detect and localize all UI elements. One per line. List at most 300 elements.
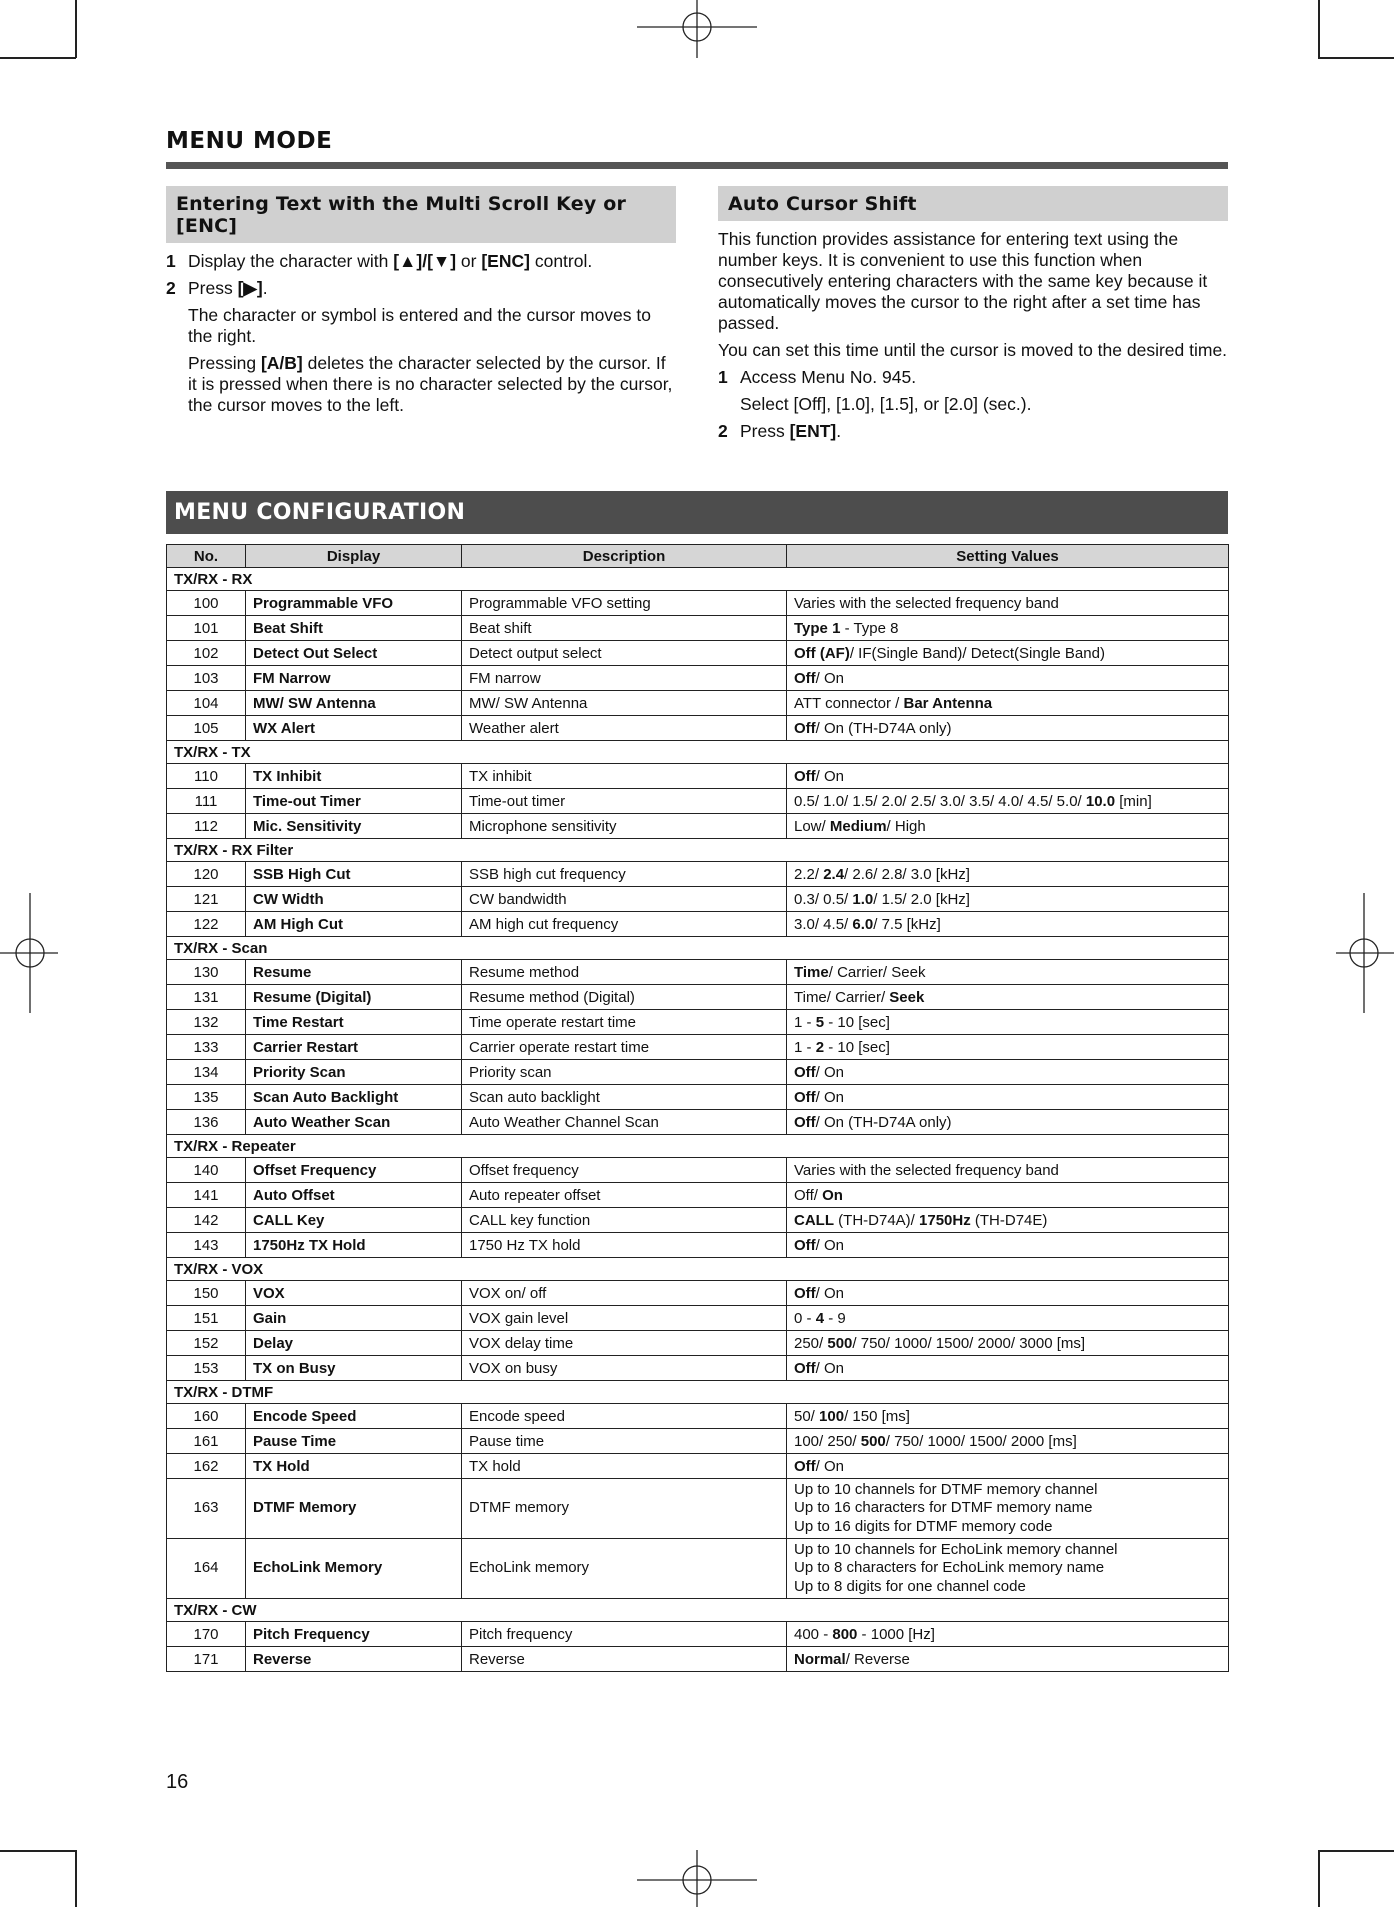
table-row <box>167 1158 1229 1183</box>
menu-display: Time Restart <box>246 1010 462 1035</box>
table-row <box>167 1183 1229 1208</box>
menu-number: 110 <box>167 764 246 789</box>
menu-setting-values <box>787 1208 1229 1233</box>
table-row <box>167 1281 1229 1306</box>
section-row <box>167 1381 1229 1404</box>
crop-mark <box>0 57 76 59</box>
section-label: TX/RX - TX <box>167 741 1229 764</box>
menu-number: 130 <box>167 960 246 985</box>
table-row <box>167 1479 1229 1539</box>
value-text: / 750/ 1000/ 1500/ 2000/ 3000 [ms] <box>852 1334 1086 1352</box>
value-text: 0.3/ 0.5/ <box>794 890 853 908</box>
section-label: TX/RX - VOX <box>167 1258 1229 1281</box>
crop-mark <box>1318 57 1394 59</box>
menu-display: Delay <box>246 1331 462 1356</box>
menu-display: Resume <box>246 960 462 985</box>
menu-description: Priority scan <box>462 1060 787 1085</box>
section-label: TX/RX - DTMF <box>167 1381 1229 1404</box>
page-number: 16 <box>166 1771 189 1793</box>
default-value: Bar Antenna <box>903 694 993 712</box>
section-row <box>167 937 1229 960</box>
crop-mark <box>1318 0 1320 58</box>
value-text: / IF(Single Band)/ Detect(Single Band) <box>849 644 1105 662</box>
menu-description: Carrier operate restart time <box>462 1035 787 1060</box>
menu-display: EchoLink Memory <box>246 1539 462 1599</box>
menu-description: Weather alert <box>462 716 787 741</box>
menu-setting-values <box>787 1281 1229 1306</box>
menu-display: CALL Key <box>246 1208 462 1233</box>
menu-description: VOX delay time <box>462 1331 787 1356</box>
paragraph: You can set this time until the cursor is moved to the desired time. <box>718 340 1228 360</box>
table-row <box>167 1454 1229 1479</box>
section-title: Auto Cursor Shift <box>718 186 1228 221</box>
menu-display: WX Alert <box>246 716 462 741</box>
menu-number: 103 <box>167 666 246 691</box>
menu-number: 122 <box>167 912 246 937</box>
menu-setting-values <box>787 1539 1229 1599</box>
menu-description: Programmable VFO setting <box>462 591 787 616</box>
page-title: MENU MODE <box>166 128 333 154</box>
value-text: 250/ <box>794 1334 828 1352</box>
menu-number: 164 <box>167 1539 246 1599</box>
menu-description: VOX on/ off <box>462 1281 787 1306</box>
arrow-keys-label: [▲]/[▼] <box>393 251 457 271</box>
menu-setting-values <box>787 764 1229 789</box>
table-row <box>167 814 1229 839</box>
menu-description: DTMF memory <box>462 1479 787 1539</box>
menu-setting-values <box>787 1454 1229 1479</box>
table-row <box>167 641 1229 666</box>
value-text: 100/ 250/ <box>794 1432 861 1450</box>
default-value: Off <box>794 767 816 785</box>
menu-display: Detect Out Select <box>246 641 462 666</box>
menu-display: MW/ SW Antenna <box>246 691 462 716</box>
default-value: Off <box>794 719 816 737</box>
menu-number: 142 <box>167 1208 246 1233</box>
menu-number: 171 <box>167 1647 246 1672</box>
text: . <box>836 421 842 441</box>
value-text: / On <box>815 669 845 687</box>
menu-setting-values <box>787 862 1229 887</box>
menu-number: 136 <box>167 1110 246 1135</box>
section-row <box>167 839 1229 862</box>
value-text: 2.2/ <box>794 865 824 883</box>
menu-setting-values <box>787 1622 1229 1647</box>
default-value: Off <box>794 1113 816 1131</box>
table-row <box>167 862 1229 887</box>
crop-mark <box>1318 1850 1394 1852</box>
enc-key-label: [ENC] <box>481 251 530 271</box>
menu-number: 105 <box>167 716 246 741</box>
menu-display: CW Width <box>246 887 462 912</box>
default-value: Off <box>794 1359 816 1377</box>
value-text: - Type 8 <box>840 619 899 637</box>
section-label: TX/RX - RX Filter <box>167 839 1229 862</box>
ent-key-label: [ENT] <box>789 421 837 441</box>
table-row <box>167 912 1229 937</box>
table-row <box>167 1404 1229 1429</box>
section-label: TX/RX - CW <box>167 1599 1229 1622</box>
menu-setting-values <box>787 1010 1229 1035</box>
menu-description: CW bandwidth <box>462 887 787 912</box>
menu-setting-values <box>787 1331 1229 1356</box>
step-1 <box>166 251 676 272</box>
table-row <box>167 691 1229 716</box>
menu-description: AM high cut frequency <box>462 912 787 937</box>
menu-display: Offset Frequency <box>246 1158 462 1183</box>
section-row <box>167 741 1229 764</box>
menu-number: 162 <box>167 1454 246 1479</box>
table-row <box>167 960 1229 985</box>
value-text: - 10 [sec] <box>824 1013 890 1031</box>
default-value: Off <box>794 1088 816 1106</box>
menu-setting-values <box>787 985 1229 1010</box>
default-value: 4 <box>815 1309 825 1327</box>
default-value: Off <box>794 669 816 687</box>
text: Press <box>740 421 790 441</box>
section-row <box>167 1599 1229 1622</box>
table-row <box>167 1035 1229 1060</box>
value-text: 50/ <box>794 1407 820 1425</box>
default-value: Type 1 <box>794 619 841 637</box>
menu-display: Carrier Restart <box>246 1035 462 1060</box>
menu-number: 160 <box>167 1404 246 1429</box>
table-row <box>167 1429 1229 1454</box>
table-row <box>167 789 1229 814</box>
text: Press <box>188 278 238 298</box>
menu-setting-values <box>787 1085 1229 1110</box>
menu-description: Microphone sensitivity <box>462 814 787 839</box>
setting-line: Up to 16 digits for DTMF memory code <box>794 1517 1053 1535</box>
menu-display: VOX <box>246 1281 462 1306</box>
value-text: Varies with the selected frequency band <box>794 594 1059 612</box>
menu-setting-values <box>787 691 1229 716</box>
menu-setting-values <box>787 616 1229 641</box>
table-row <box>167 1306 1229 1331</box>
value-text: 0.5/ 1.0/ 1.5/ 2.0/ 2.5/ 3.0/ 3.5/ 4.0/ 4.5/ 5.0/ <box>794 792 1086 810</box>
menu-number: 100 <box>167 591 246 616</box>
menu-display: AM High Cut <box>246 912 462 937</box>
column-header-display: Display <box>246 545 462 568</box>
step-number: 1 <box>166 251 176 271</box>
default-value: 2.4 <box>823 865 845 883</box>
menu-description: Resume method <box>462 960 787 985</box>
menu-description: EchoLink memory <box>462 1539 787 1599</box>
section-label: TX/RX - RX <box>167 568 1229 591</box>
value-text: / 750/ 1000/ 1500/ 2000 [ms] <box>885 1432 1077 1450</box>
table-row <box>167 666 1229 691</box>
menu-setting-values <box>787 789 1229 814</box>
table-row <box>167 616 1229 641</box>
menu-number: 135 <box>167 1085 246 1110</box>
menu-display: Pause Time <box>246 1429 462 1454</box>
menu-display: Priority Scan <box>246 1060 462 1085</box>
menu-number: 133 <box>167 1035 246 1060</box>
text: deletes the character selected by the cursor. If it is pressed when there is no character selected by the cursor, the cursor moves to the left. <box>188 353 673 415</box>
step-text <box>188 278 268 299</box>
default-value: 100 <box>819 1407 845 1425</box>
value-text: / 2.6/ 2.8/ 3.0 [kHz] <box>844 865 970 883</box>
step-text: Access Menu No. 945. <box>740 367 917 387</box>
menu-number: 102 <box>167 641 246 666</box>
default-value: 800 <box>832 1625 858 1643</box>
menu-number: 163 <box>167 1479 246 1539</box>
value-text: ATT connector / <box>794 694 904 712</box>
registration-mark-top <box>637 0 757 58</box>
menu-display: Auto Weather Scan <box>246 1110 462 1135</box>
left-section <box>166 186 676 416</box>
default-value: Normal <box>794 1650 846 1668</box>
menu-setting-values <box>787 1233 1229 1258</box>
paragraph: This function provides assistance for entering text using the number keys. It is convenient to use this function when consecutively entering characters with the same key because it automatically moves the cursor to the right after a set time has passed. <box>718 229 1208 333</box>
menu-number: 120 <box>167 862 246 887</box>
value-text: (TH-D74A)/ <box>834 1211 920 1229</box>
step-number: 2 <box>166 278 176 298</box>
section-label: TX/RX - Repeater <box>167 1135 1229 1158</box>
default-value: 500 <box>860 1432 886 1450</box>
setting-line: Up to 8 characters for EchoLink memory name <box>794 1559 1105 1577</box>
default-value: 6.0 <box>852 915 874 933</box>
menu-setting-values <box>787 1306 1229 1331</box>
menu-display: DTMF Memory <box>246 1479 462 1539</box>
menu-display: Resume (Digital) <box>246 985 462 1010</box>
value-text: Low/ <box>794 817 830 835</box>
default-value: 500 <box>827 1334 853 1352</box>
value-text: 0 - <box>794 1309 816 1327</box>
table-row <box>167 1622 1229 1647</box>
menu-number: 150 <box>167 1281 246 1306</box>
value-text: 400 - <box>794 1625 833 1643</box>
menu-number: 153 <box>167 1356 246 1381</box>
value-text: [min] <box>1115 792 1152 810</box>
table-row <box>167 1647 1229 1672</box>
value-text: - 9 <box>824 1309 846 1327</box>
menu-setting-values <box>787 716 1229 741</box>
table-row <box>167 1010 1229 1035</box>
crop-mark <box>0 1850 76 1852</box>
section-row <box>167 1258 1229 1281</box>
ab-key-label: [A/B] <box>260 353 303 373</box>
menu-setting-values <box>787 1647 1229 1672</box>
value-text: / On <box>815 1359 845 1377</box>
menu-setting-values <box>787 1035 1229 1060</box>
menu-display: TX Inhibit <box>246 764 462 789</box>
table-row <box>167 1060 1229 1085</box>
menu-setting-values <box>787 814 1229 839</box>
step-subtext: Select [Off], [1.0], [1.5], or [2.0] (sec.). <box>740 394 1032 414</box>
default-value: 2 <box>815 1038 825 1056</box>
menu-setting-values <box>787 641 1229 666</box>
menu-display: SSB High Cut <box>246 862 462 887</box>
menu-setting-values <box>787 960 1229 985</box>
menu-description: Pause time <box>462 1429 787 1454</box>
menu-number: 161 <box>167 1429 246 1454</box>
menu-number: 140 <box>167 1158 246 1183</box>
text: . <box>262 278 268 298</box>
table-row <box>167 716 1229 741</box>
default-value: Off <box>794 1236 816 1254</box>
setting-line: Up to 16 characters for DTMF memory name <box>794 1499 1093 1517</box>
default-value: Off <box>794 1063 816 1081</box>
menu-display: Gain <box>246 1306 462 1331</box>
page-header <box>166 128 1228 169</box>
value-text: / On (TH-D74A only) <box>815 719 952 737</box>
menu-number: 121 <box>167 887 246 912</box>
crop-mark <box>75 0 77 58</box>
menu-description: Time-out timer <box>462 789 787 814</box>
section-title: Entering Text with the Multi Scroll Key or [ENC] <box>166 186 676 243</box>
menu-number: 151 <box>167 1306 246 1331</box>
table-row <box>167 1539 1229 1599</box>
menu-number: 132 <box>167 1010 246 1035</box>
value-text: / Carrier/ Seek <box>828 963 926 981</box>
value-text: / On <box>815 767 845 785</box>
menu-description: MW/ SW Antenna <box>462 691 787 716</box>
menu-number: 152 <box>167 1331 246 1356</box>
menu-description: TX inhibit <box>462 764 787 789</box>
text: control. <box>529 251 593 271</box>
table-row <box>167 1233 1229 1258</box>
value-text: 1 - <box>794 1013 816 1031</box>
paragraph: The character or symbol is entered and the cursor moves to the right. <box>188 305 651 346</box>
column-header-description: Description <box>462 545 787 568</box>
menu-setting-values <box>787 591 1229 616</box>
menu-description: SSB high cut frequency <box>462 862 787 887</box>
table-row <box>167 1356 1229 1381</box>
menu-setting-values <box>787 1404 1229 1429</box>
menu-configuration-title: MENU CONFIGURATION <box>166 491 1228 534</box>
menu-setting-values <box>787 887 1229 912</box>
text: or <box>456 251 482 271</box>
registration-mark-right <box>1336 893 1394 1013</box>
section-row <box>167 568 1229 591</box>
menu-table <box>166 544 1229 1672</box>
menu-number: 134 <box>167 1060 246 1085</box>
step-text <box>188 251 592 272</box>
menu-description: Detect output select <box>462 641 787 666</box>
value-text: / On <box>815 1088 845 1106</box>
menu-description: Encode speed <box>462 1404 787 1429</box>
menu-display: Auto Offset <box>246 1183 462 1208</box>
menu-description: Auto Weather Channel Scan <box>462 1110 787 1135</box>
menu-setting-values <box>787 1158 1229 1183</box>
default-value: Off <box>794 1457 816 1475</box>
value-text: / On (TH-D74A only) <box>815 1113 952 1131</box>
menu-display: 1750Hz TX Hold <box>246 1233 462 1258</box>
menu-display: Mic. Sensitivity <box>246 814 462 839</box>
menu-description: Resume method (Digital) <box>462 985 787 1010</box>
value-text: / On <box>815 1457 845 1475</box>
menu-description: VOX gain level <box>462 1306 787 1331</box>
menu-display: Pitch Frequency <box>246 1622 462 1647</box>
text: Display the character with <box>188 251 394 271</box>
default-value: Off <box>794 1284 816 1302</box>
menu-number: 112 <box>167 814 246 839</box>
menu-description: TX hold <box>462 1454 787 1479</box>
crop-mark <box>75 1850 77 1907</box>
table-row <box>167 1208 1229 1233</box>
step-2 <box>718 421 1228 442</box>
registration-mark-left <box>0 893 58 1013</box>
value-text: Off/ <box>794 1186 823 1204</box>
table-row <box>167 985 1229 1010</box>
menu-setting-values <box>787 1060 1229 1085</box>
menu-description: Auto repeater offset <box>462 1183 787 1208</box>
menu-number: 101 <box>167 616 246 641</box>
menu-description: VOX on busy <box>462 1356 787 1381</box>
menu-display: Reverse <box>246 1647 462 1672</box>
default-value: Seek <box>889 988 925 1006</box>
menu-setting-values <box>787 912 1229 937</box>
menu-description: Offset frequency <box>462 1158 787 1183</box>
column-header-no: No. <box>167 545 246 568</box>
step-1 <box>718 367 1228 388</box>
section-row <box>167 1135 1229 1158</box>
step-number: 1 <box>718 367 728 387</box>
value-text: / On <box>815 1236 845 1254</box>
value-text: Time/ Carrier/ <box>794 988 890 1006</box>
default-value: Time <box>794 963 829 981</box>
menu-setting-values <box>787 1110 1229 1135</box>
value-text: / On <box>815 1063 845 1081</box>
menu-display: TX on Busy <box>246 1356 462 1381</box>
crop-mark <box>1318 1850 1320 1907</box>
menu-description: CALL key function <box>462 1208 787 1233</box>
step-text <box>740 421 841 442</box>
text: Pressing <box>188 353 261 373</box>
menu-description: Reverse <box>462 1647 787 1672</box>
default-value: On <box>822 1186 843 1204</box>
menu-setting-values <box>787 1183 1229 1208</box>
column-header-setting-values: Setting Values <box>787 545 1229 568</box>
menu-description: FM narrow <box>462 666 787 691</box>
menu-display: TX Hold <box>246 1454 462 1479</box>
table-header-row <box>167 545 1229 568</box>
menu-setting-values <box>787 1356 1229 1381</box>
menu-number: 111 <box>167 789 246 814</box>
value-text: 3.0/ 4.5/ <box>794 915 853 933</box>
right-section <box>718 186 1228 442</box>
value-text: / 150 [ms] <box>844 1407 910 1425</box>
step-2 <box>166 278 676 299</box>
menu-display: Scan Auto Backlight <box>246 1085 462 1110</box>
menu-number: 141 <box>167 1183 246 1208</box>
setting-line: Up to 8 digits for one channel code <box>794 1577 1026 1595</box>
table-row <box>167 764 1229 789</box>
menu-setting-values <box>787 666 1229 691</box>
menu-description: 1750 Hz TX hold <box>462 1233 787 1258</box>
value-text: / High <box>886 817 926 835</box>
setting-line: Up to 10 channels for DTMF memory channel <box>794 1480 1098 1498</box>
value-text: / Reverse <box>845 1650 910 1668</box>
value-text: / 1.5/ 2.0 [kHz] <box>873 890 970 908</box>
menu-display: Time-out Timer <box>246 789 462 814</box>
default-value: Off (AF) <box>794 644 850 662</box>
menu-display: FM Narrow <box>246 666 462 691</box>
header-rule <box>166 162 1228 169</box>
default-value: 5 <box>815 1013 825 1031</box>
menu-description: Scan auto backlight <box>462 1085 787 1110</box>
table-row <box>167 1085 1229 1110</box>
default-value: 1.0 <box>852 890 874 908</box>
default-value: 1750Hz <box>919 1211 971 1229</box>
menu-display: Beat Shift <box>246 616 462 641</box>
menu-description: Beat shift <box>462 616 787 641</box>
menu-configuration <box>166 491 1228 1672</box>
value-text: / 7.5 [kHz] <box>873 915 941 933</box>
menu-display: Programmable VFO <box>246 591 462 616</box>
setting-line: Up to 10 channels for EchoLink memory channel <box>794 1540 1118 1558</box>
